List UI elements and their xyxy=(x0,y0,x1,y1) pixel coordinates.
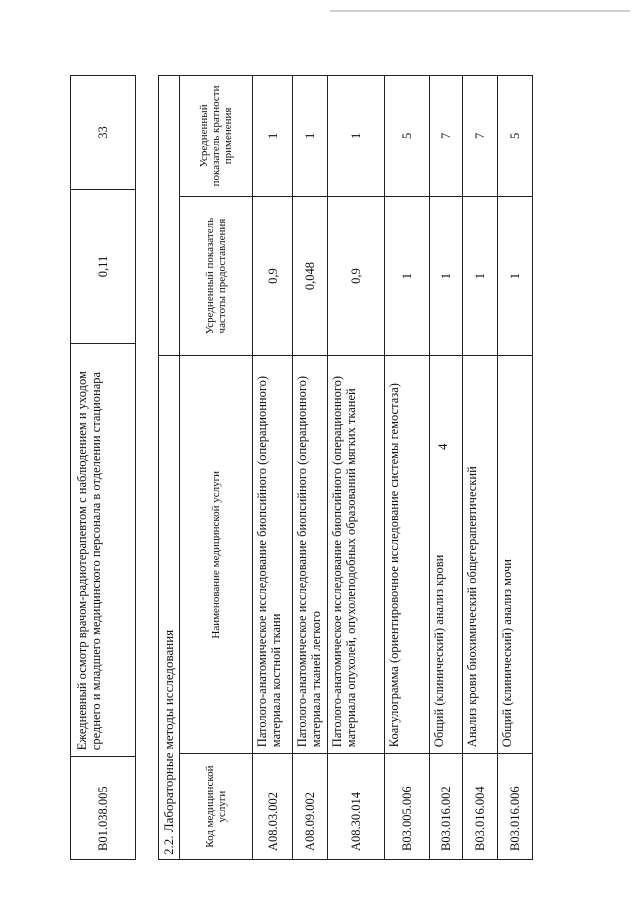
multiplicity-value: 5 xyxy=(498,76,533,197)
header-code: Код медицинской услуги xyxy=(180,754,253,860)
multiplicity-value: 1 xyxy=(293,76,328,197)
service-code: A08.09.002 xyxy=(293,754,328,860)
section-heading-blank xyxy=(159,76,180,356)
service-name: Ежедневный осмотр врачом-радиотерапевтом с наблюдением и уходом среднего и младшего медицинского персонала в отделении стационара xyxy=(71,344,136,757)
multiplicity-value: 1 xyxy=(253,76,293,197)
service-code: B01.038.005 xyxy=(71,757,136,860)
header-multiplicity: Усредненный показатель кратности применения xyxy=(180,76,253,197)
multiplicity-value: 1 xyxy=(328,76,385,197)
table-row xyxy=(463,76,498,860)
frequency-value: 1 xyxy=(430,196,463,356)
laboratory-methods-table xyxy=(158,75,533,860)
scan-edge-line xyxy=(330,10,630,12)
header-name: Наименование медицинской услуги xyxy=(180,356,253,754)
header-frequency: Усредненный показатель частоты предоставления xyxy=(180,196,253,356)
page-number: 4 xyxy=(435,443,450,450)
frequency-value: 1 xyxy=(463,196,498,356)
frequency-value: 1 xyxy=(385,196,430,356)
service-code: A08.30.014 xyxy=(328,754,385,860)
rotated-page xyxy=(50,50,520,880)
section-heading-row xyxy=(159,76,180,860)
multiplicity-value: 7 xyxy=(430,76,463,197)
services-table-continued xyxy=(70,75,136,860)
frequency-value: 0,9 xyxy=(328,196,385,356)
table-row xyxy=(293,76,328,860)
service-name: Общий (клинический) анализ мочи xyxy=(498,356,533,754)
service-code: B03.016.006 xyxy=(498,754,533,860)
service-code: B03.016.002 xyxy=(430,754,463,860)
service-name: Анализ крови биохимический общетерапевтический xyxy=(463,356,498,754)
frequency-value: 0,048 xyxy=(293,196,328,356)
service-name: Общий (клинический) анализ крови xyxy=(430,356,463,754)
column-header-row xyxy=(180,76,253,860)
service-name: Патолого-анатомическое исследование биопсийного (операционного) материала костной ткани xyxy=(253,356,293,754)
multiplicity-value: 7 xyxy=(463,76,498,197)
service-code: B03.005.006 xyxy=(385,754,430,860)
service-name: Патолого-анатомическое исследование биопсийного (операционного) материала опухолей, опухолеподобных образований мягких тканей xyxy=(328,356,385,754)
table-row xyxy=(430,76,463,860)
section-title: 2.2. Лабораторные методы исследования xyxy=(159,356,180,860)
multiplicity-value: 33 xyxy=(71,76,136,190)
table-row xyxy=(498,76,533,860)
table-row xyxy=(385,76,430,860)
service-name: Коагулограмма (ориентировочное исследование системы гемостаза) xyxy=(385,356,430,754)
table-row xyxy=(253,76,293,860)
frequency-value: 0,11 xyxy=(71,189,136,343)
table-row xyxy=(71,76,136,860)
frequency-value: 1 xyxy=(498,196,533,356)
service-code: A08.03.002 xyxy=(253,754,293,860)
multiplicity-value: 5 xyxy=(385,76,430,197)
frequency-value: 0,9 xyxy=(253,196,293,356)
table-row xyxy=(328,76,385,860)
service-code: B03.016.004 xyxy=(463,754,498,860)
service-name: Патолого-анатомическое исследование биопсийного (операционного) материала тканей легкого xyxy=(293,356,328,754)
